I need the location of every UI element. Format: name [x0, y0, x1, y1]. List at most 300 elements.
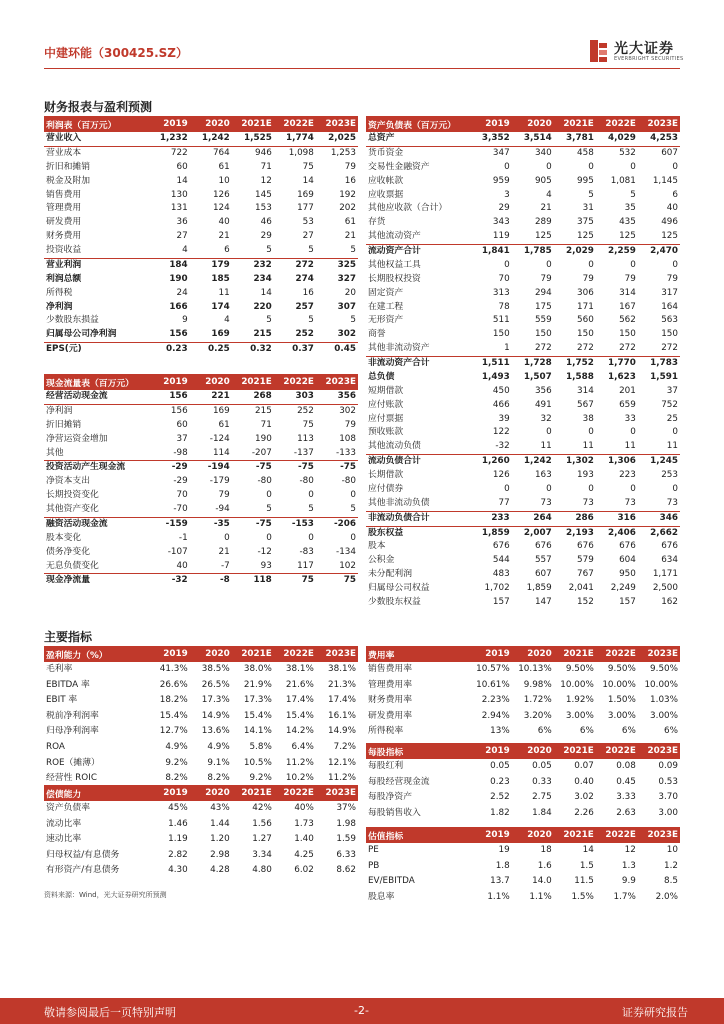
year-header: 2023E — [316, 374, 358, 390]
cell-value: 1.6 — [537, 860, 552, 871]
cell-value: 153 — [255, 203, 272, 214]
cell-value: 1.27 — [252, 834, 272, 845]
cell-value: 125 — [512, 230, 554, 244]
row-label: 每股红利 — [368, 761, 404, 771]
cell-value: 1,253 — [330, 147, 356, 158]
row-label: EBITDA 率 — [46, 679, 90, 690]
cell-value: 71 — [260, 419, 272, 430]
cell-value: 1,242 — [523, 456, 552, 467]
cell-value: 9.2% — [249, 773, 272, 784]
table-row — [366, 568, 680, 582]
cell-value: 5 — [588, 189, 594, 200]
cell-value: 347 — [492, 147, 510, 158]
table-title: 估值指标 — [366, 827, 470, 843]
row-label: 所得税 — [46, 287, 73, 298]
row-label: 所得税率 — [368, 726, 404, 737]
cell-value: 1,770 — [608, 358, 636, 368]
cell-value: 1,591 — [650, 371, 678, 382]
cell-value: 0 — [672, 427, 678, 438]
cell-value: 1,260 — [481, 456, 510, 467]
cell-value: 306 — [577, 287, 594, 298]
row-label: 净资本支出 — [46, 476, 90, 487]
table-row — [366, 709, 680, 725]
cell-value: 21.6% — [285, 679, 314, 690]
cell-value: 11.5 — [574, 876, 594, 887]
table-row — [44, 475, 358, 489]
cell-value: 289 — [534, 217, 552, 228]
cell-value: 1,306 — [608, 456, 636, 467]
row-label: 每股经营现金流 — [368, 776, 430, 787]
cell-value: 1,245 — [650, 456, 678, 467]
table-row — [44, 343, 358, 357]
cell-value: 201 — [619, 385, 636, 396]
cell-value: 4.30 — [168, 865, 188, 876]
cell-value: 117 — [274, 560, 316, 574]
cell-value: 126 — [212, 189, 230, 200]
cell-value: -153 — [291, 518, 314, 529]
cell-value: 73 — [638, 497, 680, 511]
year-header: 2019 — [470, 646, 512, 662]
cell-value: -134 — [336, 546, 356, 557]
cell-value: 2.98 — [210, 849, 230, 860]
cell-value: 252 — [274, 328, 316, 342]
cell-value: 21 — [218, 231, 230, 242]
row-label: 应付票据 — [368, 413, 404, 424]
cell-value: 676 — [534, 541, 552, 552]
row-label: 应付债券 — [368, 483, 404, 494]
cell-value: 5 — [316, 503, 358, 517]
cell-value: 483 — [492, 569, 510, 580]
cell-value: 7.2% — [333, 741, 356, 752]
year-header: 2021E — [554, 116, 596, 132]
table-row — [366, 314, 680, 328]
cell-value: 13% — [490, 726, 510, 737]
cell-value: 193 — [577, 470, 594, 480]
cell-value: 314 — [619, 287, 636, 298]
cell-value: 13.6% — [201, 726, 230, 737]
cell-value: 15.4% — [159, 710, 188, 721]
table-row — [366, 357, 680, 371]
table-row — [366, 328, 680, 342]
cell-value: 17.3% — [201, 695, 230, 706]
stock-name: 中建环能（300425.SZ） — [44, 46, 189, 60]
cell-value: 78 — [498, 301, 510, 312]
table-row — [366, 301, 680, 315]
table-row — [44, 202, 358, 216]
cell-value: 37 — [666, 385, 678, 396]
cell-value: 6% — [579, 726, 594, 737]
cell-value: 252 — [297, 405, 314, 416]
cell-value: 179 — [211, 259, 230, 270]
cell-value: 102 — [316, 560, 358, 574]
cell-value: 313 — [492, 287, 510, 298]
cell-value: 32 — [540, 413, 552, 424]
cell-value: 53 — [302, 217, 314, 228]
cell-value: 4 — [546, 189, 552, 200]
row-label: 其他资产变化 — [44, 503, 148, 517]
row-label: 研发费用 — [46, 217, 82, 228]
cell-value: 10.00% — [560, 679, 594, 690]
cell-value: 0 — [630, 427, 636, 438]
cell-value: 14.9% — [328, 726, 356, 737]
cell-value: 79 — [582, 273, 594, 284]
cell-value: 544 — [492, 555, 510, 566]
row-label: 税前净利润率 — [46, 710, 99, 721]
row-label: 少数股东损益 — [46, 315, 99, 326]
row-label: 营业利润 — [46, 259, 82, 270]
cell-value: 3.70 — [658, 792, 678, 803]
cell-value: 79 — [666, 273, 678, 284]
row-label: 固定资产 — [368, 287, 404, 298]
cell-value: 73 — [512, 497, 554, 511]
year-header: 2022E — [596, 116, 638, 132]
cell-value: 122 — [492, 427, 510, 438]
row-label: 在建工程 — [368, 301, 404, 312]
cell-value: 767 — [577, 569, 594, 580]
cell-value: 1.50% — [607, 695, 636, 706]
profitability-table — [44, 646, 358, 787]
cell-value: 14.1% — [243, 726, 272, 737]
cell-value: 75 — [302, 161, 314, 172]
logo-text: 光大证券 — [614, 41, 674, 57]
cell-value: 0 — [588, 483, 594, 494]
cell-value: 6 — [190, 244, 232, 258]
cell-value: 9.50% — [565, 664, 594, 674]
cell-value: -75 — [340, 462, 356, 473]
cell-value: 5.8% — [249, 741, 272, 752]
cell-value: 1,783 — [650, 358, 678, 368]
year-header: 2022E — [596, 646, 638, 662]
cell-value: 579 — [577, 555, 594, 566]
table-row — [366, 483, 680, 497]
year-header: 2023E — [638, 646, 680, 662]
cell-value: 0 — [504, 259, 510, 270]
table-row — [44, 662, 358, 678]
cell-value: -194 — [207, 462, 230, 473]
table-row — [366, 806, 680, 822]
cell-value: 39 — [498, 413, 510, 424]
row-label: 应收票据 — [368, 189, 404, 200]
cell-value: 37% — [336, 803, 356, 813]
cell-value: -80 — [257, 476, 272, 487]
cell-value: 10.13% — [518, 664, 552, 674]
cell-value: 264 — [512, 511, 554, 526]
table-row — [44, 419, 358, 433]
cell-value: 175 — [534, 301, 552, 312]
row-label: 其他权益工具 — [368, 259, 421, 270]
row-label: 存货 — [368, 217, 386, 228]
cell-value: 14.0 — [532, 876, 552, 887]
table-row — [366, 759, 680, 775]
cell-value: 1.5% — [571, 891, 594, 902]
per-share-table — [366, 743, 680, 821]
cell-value: 5 — [274, 503, 316, 517]
cell-value: 14.9% — [201, 710, 230, 721]
cell-value: 215 — [232, 328, 274, 342]
cell-value: 560 — [577, 315, 594, 326]
cell-value: 36 — [176, 217, 188, 228]
cell-value: 162 — [661, 596, 678, 607]
cell-value: -206 — [333, 518, 356, 529]
cell-value: 0 — [350, 532, 356, 543]
cell-value: 268 — [232, 390, 274, 404]
table-row — [44, 461, 358, 475]
cell-value: 11 — [218, 287, 230, 298]
cell-value: 0 — [672, 483, 678, 494]
cell-value: 156 — [148, 390, 190, 404]
cell-value: -7 — [190, 560, 232, 574]
cell-value: 119 — [470, 230, 512, 244]
cell-value: 676 — [577, 541, 594, 552]
year-header: 2022E — [596, 827, 638, 843]
cell-value: 1,232 — [148, 132, 190, 146]
row-label: 长期投资变化 — [46, 490, 99, 501]
table-title: 偿债能力 — [44, 785, 148, 801]
cell-value: 93 — [232, 560, 274, 574]
cell-value: 2.63 — [616, 807, 636, 818]
cell-value: 1.84 — [532, 807, 552, 818]
cell-value: 16 — [302, 287, 314, 298]
cell-value: 150 — [534, 329, 552, 340]
cell-value: 752 — [661, 399, 678, 410]
cell-value: 9.2% — [165, 757, 188, 768]
expense-ratio-table — [366, 646, 680, 740]
year-header: 2019 — [148, 374, 190, 390]
section-title-financials: 财务报表与盈利预测 — [44, 100, 153, 114]
cell-value: 0 — [588, 161, 594, 172]
table-row — [44, 132, 358, 146]
cell-value: 0 — [266, 490, 272, 501]
cell-value: 1.5 — [579, 860, 594, 871]
cell-value: 215 — [255, 405, 272, 416]
row-label: 净利润 — [46, 301, 73, 312]
cell-value: 9.50% — [607, 664, 636, 674]
cell-value: 604 — [619, 555, 636, 566]
page-footer — [0, 998, 724, 1024]
cell-value: 26.6% — [159, 679, 188, 690]
cell-value: 496 — [661, 217, 678, 228]
table-row — [366, 161, 680, 175]
row-label: 销售费用 — [46, 189, 82, 200]
table-row — [44, 532, 358, 546]
cell-value: 272 — [512, 342, 554, 356]
cell-value: 12.7% — [159, 726, 188, 737]
cell-value: 220 — [253, 301, 272, 312]
cell-value: 6 — [672, 189, 678, 200]
cell-value: 0 — [630, 259, 636, 270]
cell-value: 1,728 — [523, 358, 552, 368]
cell-value: -29 — [173, 476, 188, 487]
cell-value: 1.59 — [336, 834, 356, 845]
table-row — [366, 455, 680, 469]
table-row — [44, 433, 358, 447]
cell-value: 0.45 — [616, 776, 636, 787]
table-row — [44, 447, 358, 461]
cell-value: 174 — [211, 301, 230, 312]
cell-value: 9 — [182, 315, 188, 326]
row-label: 流动比率 — [46, 818, 82, 829]
cell-value: 0 — [588, 259, 594, 270]
cell-value: 511 — [492, 315, 510, 326]
cell-value: 0 — [308, 490, 314, 501]
cell-value: 2.23% — [481, 695, 510, 706]
cell-value: 4.28 — [210, 865, 230, 876]
table-row — [44, 161, 358, 175]
row-label: 有形资产/有息债务 — [46, 865, 120, 876]
year-header: 2020 — [190, 785, 232, 801]
cell-value: -80 — [299, 476, 314, 487]
table-row — [366, 175, 680, 189]
table-header-row — [44, 116, 358, 132]
cell-value: 343 — [492, 217, 510, 228]
cell-value: 147 — [534, 596, 552, 607]
cell-value: 12 — [260, 175, 272, 186]
table-row — [44, 740, 358, 756]
cell-value: 676 — [492, 541, 510, 552]
cell-value: 24 — [176, 287, 188, 298]
cell-value: 2,470 — [650, 246, 678, 256]
cell-value: 0 — [588, 427, 594, 438]
row-label: 管理费用率 — [368, 679, 412, 690]
cell-value: 302 — [339, 405, 356, 416]
cell-value: -75 — [255, 462, 272, 473]
table-row — [44, 517, 358, 531]
table-title: 现金流量表（百万元） — [44, 374, 148, 390]
year-header: 2023E — [638, 827, 680, 843]
row-label: 预收账款 — [368, 427, 404, 438]
cell-value: 6.33 — [336, 849, 356, 860]
cell-value: 18 — [540, 845, 552, 855]
cell-value: 0.09 — [658, 761, 678, 771]
cell-value: 114 — [190, 447, 232, 461]
cell-value: 2,259 — [608, 246, 636, 256]
cell-value: -137 — [274, 447, 316, 461]
cell-value: 1.44 — [210, 818, 230, 829]
table-row — [44, 489, 358, 503]
year-header: 2023E — [316, 785, 358, 801]
cell-value: 79 — [624, 273, 636, 284]
cell-value: 150 — [661, 329, 678, 340]
cell-value: 14.2% — [285, 726, 314, 737]
cell-value: 19 — [498, 845, 510, 855]
cell-value: 2.0% — [655, 891, 678, 902]
row-label: 股本 — [368, 541, 386, 552]
table-row — [366, 790, 680, 806]
row-label: 应付账款 — [368, 399, 404, 410]
cell-value: 130 — [170, 189, 188, 200]
row-label: 速动比率 — [46, 834, 82, 845]
year-header: 2020 — [190, 116, 232, 132]
cell-value: 108 — [339, 433, 356, 444]
row-label: 经营活动现金流 — [44, 390, 148, 404]
cell-value: 4.9% — [207, 741, 230, 752]
table-row — [366, 526, 680, 540]
table-row — [44, 503, 358, 517]
cell-value: 124 — [212, 203, 230, 214]
cell-value: 1,145 — [652, 175, 678, 186]
cell-value: 0 — [546, 161, 552, 172]
row-label: 现金净流量 — [46, 575, 90, 586]
cell-value: 12 — [624, 845, 636, 855]
cell-value: 156 — [148, 328, 190, 342]
cell-value: 0.33 — [532, 776, 552, 787]
cell-value: 9.9 — [621, 876, 636, 887]
cell-value: 3.02 — [574, 792, 594, 803]
row-label: 无形资产 — [368, 315, 404, 326]
company-logo — [590, 38, 690, 66]
cell-value: 171 — [577, 301, 594, 312]
cell-value: 1,785 — [523, 246, 552, 256]
cell-value: 0 — [672, 161, 678, 172]
cell-value: 35 — [624, 203, 636, 214]
cell-value: 75 — [301, 575, 314, 586]
cell-value: 8.2% — [207, 773, 230, 784]
cell-value: 1.1% — [529, 891, 552, 902]
row-label: 应收帐款 — [368, 175, 404, 186]
cell-value: 0.23 — [165, 344, 188, 355]
table-row — [366, 890, 680, 906]
cell-value: 157 — [492, 596, 510, 607]
table-row — [366, 662, 680, 678]
row-label: 总负债 — [368, 371, 395, 382]
cell-value: 491 — [534, 399, 552, 410]
cell-value: 223 — [619, 470, 636, 480]
cell-value: 562 — [619, 315, 636, 326]
row-label: 利润总额 — [46, 273, 82, 284]
table-row — [366, 202, 680, 216]
row-label: EPS(元) — [46, 344, 82, 355]
cell-value: 14 — [176, 175, 188, 186]
cell-value: 325 — [337, 259, 356, 270]
cell-value: 2.94% — [481, 710, 510, 721]
cell-value: 0 — [630, 483, 636, 494]
cashflow-statement-table — [44, 374, 358, 588]
balance-sheet-table — [366, 116, 680, 610]
row-label: 流动负债合计 — [368, 456, 421, 467]
cell-value: 70 — [498, 273, 510, 284]
cell-value: 4.80 — [252, 865, 272, 876]
cell-value: 156 — [170, 405, 188, 416]
row-label: 交易性金融资产 — [368, 161, 430, 172]
cell-value: -207 — [232, 447, 274, 461]
cell-value: 38 — [582, 413, 594, 424]
table-row — [366, 259, 680, 273]
cell-value: 3.34 — [252, 849, 272, 860]
cell-value: 33 — [624, 413, 636, 424]
table-row — [366, 132, 680, 146]
cell-value: 0.05 — [532, 761, 552, 771]
cell-value: 905 — [534, 175, 552, 186]
cell-value: 3 — [504, 189, 510, 200]
row-label: 资产负债率 — [46, 803, 90, 813]
row-label: 流动资产合计 — [368, 246, 421, 256]
cell-value: 5 — [630, 189, 636, 200]
cell-value: -124 — [209, 433, 230, 444]
table-title: 每股指标 — [366, 743, 470, 759]
table-row — [44, 258, 358, 272]
header-divider — [44, 68, 680, 69]
cell-value: 1.19 — [168, 834, 188, 845]
table-row — [366, 511, 680, 526]
cell-value: 1.8 — [495, 860, 510, 871]
cell-value: 1,623 — [608, 371, 636, 382]
cell-value: 234 — [253, 273, 272, 284]
cell-value: 40 — [148, 560, 190, 574]
cell-value: 1,081 — [610, 175, 636, 186]
cell-value: 1,525 — [232, 132, 274, 146]
cell-value: 21 — [540, 203, 552, 214]
cell-value: 45% — [168, 803, 188, 813]
